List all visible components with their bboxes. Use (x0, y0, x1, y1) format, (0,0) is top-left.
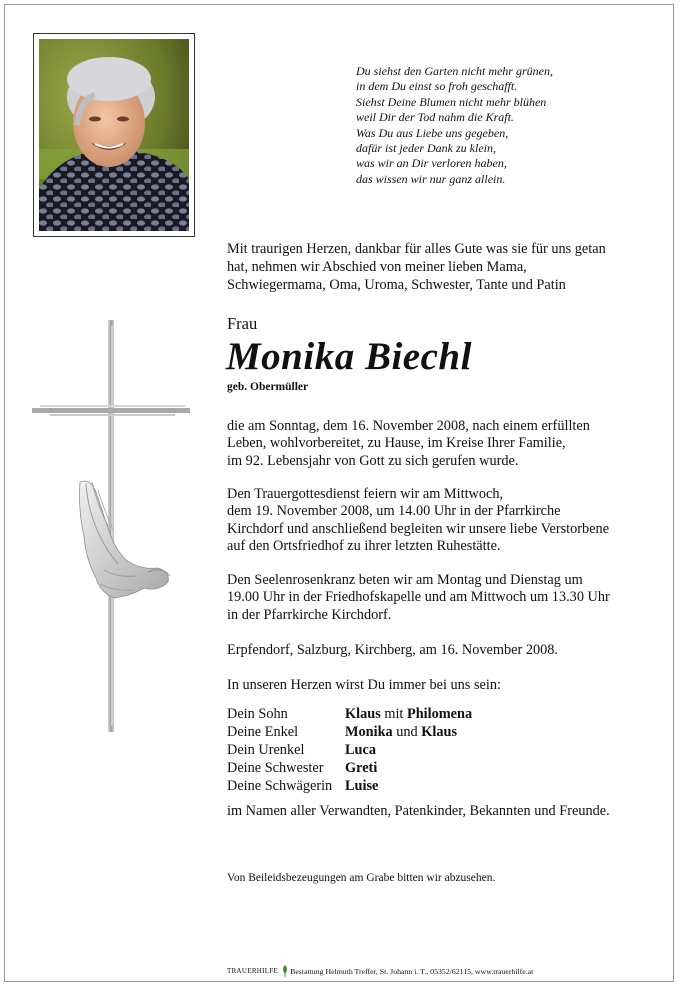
passing-paragraph (227, 418, 590, 470)
service-line: auf den Ortsfriedhof zu ihrer letzten Ruhestätte. (227, 538, 501, 555)
family-relation: Dein Urenkel (227, 742, 305, 758)
service-line: dem 19. November 2008, um 14.00 Uhr in der Pfarrkirche (227, 503, 561, 520)
footer (227, 965, 533, 977)
condolence-notice: Von Beileidsbezeugungen am Grabe bitten wir abzusehen. (227, 872, 496, 884)
footer-brand: TRAUERHILFE (227, 967, 279, 975)
family-name: Luise (345, 778, 379, 794)
poem (356, 64, 553, 187)
family-row (227, 741, 472, 759)
family-name: Klaus (345, 706, 381, 722)
poem-line: dafür ist jeder Dank zu klein, (356, 141, 496, 156)
family-name: Klaus (421, 724, 458, 740)
poem-line: das wissen wir nur ganz allein. (356, 171, 506, 186)
family-joiner: und (392, 724, 422, 740)
family-name: Philomena (406, 706, 473, 722)
family-row (227, 777, 472, 795)
salutation: Frau (227, 314, 258, 333)
family-name: Monika (345, 724, 393, 740)
intro-text (227, 240, 647, 295)
cross-praying-hands-icon (30, 320, 195, 740)
footer-text: Bestattung Helmuth Treffer, St. Johann i. T., 05352/62115, www.trauerhilfe.at (290, 966, 534, 976)
rosary-paragraph (227, 572, 610, 624)
intro-line: Mit traurigen Herzen, dankbar für alles Gute was sie für uns getan (227, 241, 606, 257)
passing-line: Leben, wohlvorbereitet, zu Hause, im Kreise Ihrer Familie, (227, 435, 566, 452)
relatives-line (227, 803, 610, 820)
poem-line: Siehst Deine Blumen nicht mehr blühen (356, 94, 547, 109)
poem-line: Was Du aus Liebe uns gegeben, (356, 125, 509, 140)
family-row (227, 759, 472, 777)
family-relation: Deine Schwägerin (227, 778, 333, 794)
deceased-name: Monika Biechl (226, 335, 472, 378)
passing-line: die am Sonntag, dem 16. November 2008, nach einem erfüllten (227, 418, 590, 434)
rosary-line: 19.00 Uhr in der Friedhofskapelle und am Mittwoch um 13.30 Uhr (227, 589, 610, 606)
poem-line: in dem Du einst so froh geschafft. (356, 79, 518, 94)
family-row (227, 723, 472, 741)
portrait-frame (33, 33, 195, 237)
portrait-photo (39, 39, 189, 231)
place-date (227, 642, 558, 659)
intro-line: Schwiegermama, Oma, Uroma, Schwester, Tante und Patin (227, 277, 566, 294)
family-joiner: mit (380, 706, 407, 722)
poem-line: was wir an Dir verloren haben, (356, 156, 507, 171)
poem-line: weil Dir der Tod nahm die Kraft. (356, 110, 514, 125)
relatives-text: im Namen aller Verwandten, Patenkinder, Bekannten und Freunde. (227, 803, 610, 819)
service-paragraph (227, 486, 609, 556)
service-line: Den Trauergottesdienst feiern wir am Mittwoch, (227, 486, 504, 502)
birth-name: geb. Obermüller (227, 381, 309, 393)
poem-line: Du siehst den Garten nicht mehr grünen, (356, 64, 553, 78)
family-row (227, 705, 472, 723)
family-name: Greti (345, 760, 378, 776)
rosary-line: in der Pfarrkirche Kirchdorf. (227, 606, 392, 623)
service-line: Kirchdorf und anschließend begleiten wir unsere liebe Verstorbene (227, 520, 610, 537)
family-list (227, 705, 472, 795)
farewell-text: In unseren Herzen wirst Du immer bei uns sein: (227, 677, 501, 693)
intro-line: hat, nehmen wir Abschied von meiner lieben Mama, (227, 259, 527, 276)
family-relation: Deine Enkel (227, 724, 299, 740)
family-relation: Dein Sohn (227, 706, 288, 722)
place-date-text: Erpfendorf, Salzburg, Kirchberg, am 16. November 2008. (227, 642, 558, 658)
farewell-line (227, 677, 501, 694)
family-name: Luca (345, 742, 376, 758)
leaf-logo-icon (281, 965, 289, 977)
passing-line: im 92. Lebensjahr von Gott zu sich gerufen wurde. (227, 452, 519, 469)
family-relation: Deine Schwester (227, 760, 324, 776)
rosary-line: Den Seelenrosenkranz beten wir am Montag und Dienstag um (227, 572, 583, 588)
